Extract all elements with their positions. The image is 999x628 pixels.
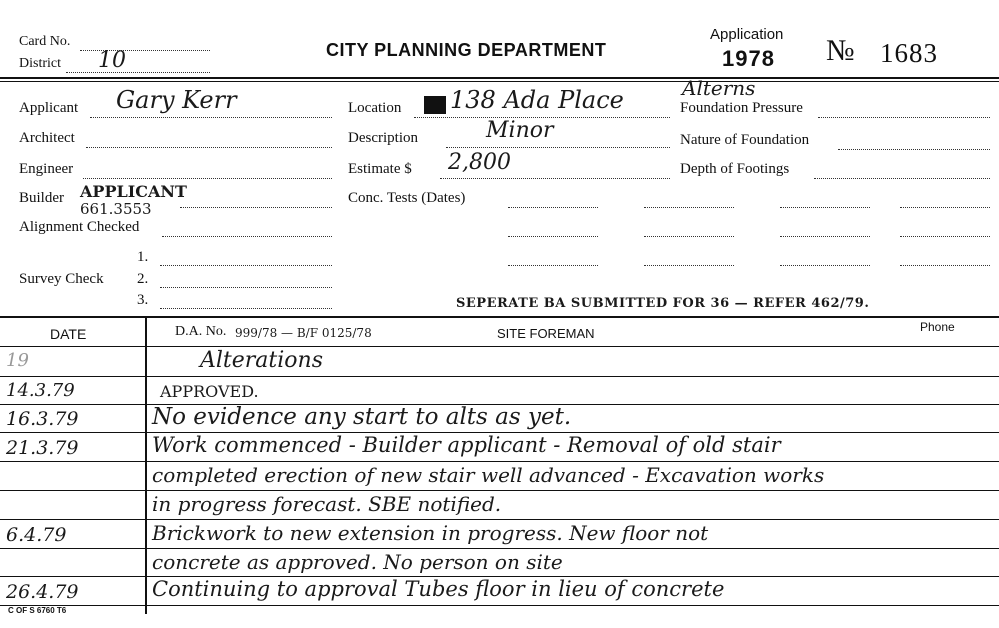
log-text: Continuing to approval Tubes floor in lieu of concrete xyxy=(152,577,725,601)
log-date: 14.3.79 xyxy=(6,380,75,401)
location-label: Location xyxy=(348,100,402,116)
application-number: 1683 xyxy=(880,38,938,68)
log-text: Alterations xyxy=(200,348,323,373)
log-text: No evidence any start to alts as yet. xyxy=(152,404,572,430)
table-top-rule xyxy=(0,316,999,318)
survey-3: 3. xyxy=(137,292,149,308)
redaction-block xyxy=(424,96,446,114)
estimate-label: Estimate $ xyxy=(348,161,412,177)
survey-2: 2. xyxy=(137,271,149,287)
foundation-pressure-label: Foundation Pressure xyxy=(680,100,803,116)
card-no-label: Card No. xyxy=(19,34,71,49)
architect-label: Architect xyxy=(19,130,75,146)
date-column-rule xyxy=(145,316,147,614)
survey-label: Survey Check xyxy=(19,271,104,287)
nature-of-foundation-label: Nature of Foundation xyxy=(680,132,810,148)
alterations-note: Alterns xyxy=(682,76,756,100)
site-foreman-label: SITE FOREMAN xyxy=(497,326,595,341)
builder-value: APPLICANT xyxy=(80,182,187,201)
referral-note: SEPERATE BA SUBMITTED FOR 36 — REFER 462/79. xyxy=(456,296,870,311)
da-label: D.A. No. xyxy=(175,324,227,339)
log-date: 6.4.79 xyxy=(6,524,67,546)
application-year: 1978 xyxy=(722,46,775,71)
engineer-label: Engineer xyxy=(19,161,74,177)
log-text: concrete as approved. No person on site xyxy=(152,550,563,574)
number-symbol: № xyxy=(826,34,855,67)
log-text: Work commenced - Builder applicant - Removal of old stair xyxy=(152,433,781,457)
log-text: completed erection of new stair well advanced - Excavation works xyxy=(152,463,825,487)
log-date: 21.3.79 xyxy=(6,437,79,459)
application-label: Application xyxy=(710,26,784,43)
date-column-header: DATE xyxy=(50,326,87,342)
district-label: District xyxy=(19,56,61,71)
survey-1: 1. xyxy=(137,249,149,265)
log-text: in progress forecast. SBE notified. xyxy=(152,492,502,516)
phone-label: Phone xyxy=(920,320,955,334)
log-date: 19 xyxy=(6,350,29,371)
description-value: Minor xyxy=(486,118,554,143)
depth-of-footings-label: Depth of Footings xyxy=(680,161,790,177)
district-value: 10 xyxy=(98,48,126,73)
alignment-label: Alignment Checked xyxy=(19,219,140,235)
da-value: 999/78 — B/F 0125/78 xyxy=(235,326,372,340)
estimate-value: 2,800 xyxy=(448,150,511,175)
header-rule xyxy=(0,77,999,79)
log-date: 16.3.79 xyxy=(6,408,79,430)
log-text: APPROVED. xyxy=(160,382,259,401)
department-title: CITY PLANNING DEPARTMENT xyxy=(326,40,607,60)
log-date: 26.4.79 xyxy=(6,581,79,603)
location-value: 138 Ada Place xyxy=(450,86,624,114)
conc-tests-label: Conc. Tests (Dates) xyxy=(348,190,466,206)
applicant-value: Gary Kerr xyxy=(116,86,237,114)
form-code: C OF S 6760 T6 xyxy=(8,606,67,615)
builder-phone: 661.3553 xyxy=(80,200,152,218)
applicant-label: Applicant xyxy=(19,100,79,116)
builder-label: Builder xyxy=(19,190,64,206)
description-label: Description xyxy=(348,130,418,146)
log-text: Brickwork to new extension in progress. New floor not xyxy=(152,521,709,545)
